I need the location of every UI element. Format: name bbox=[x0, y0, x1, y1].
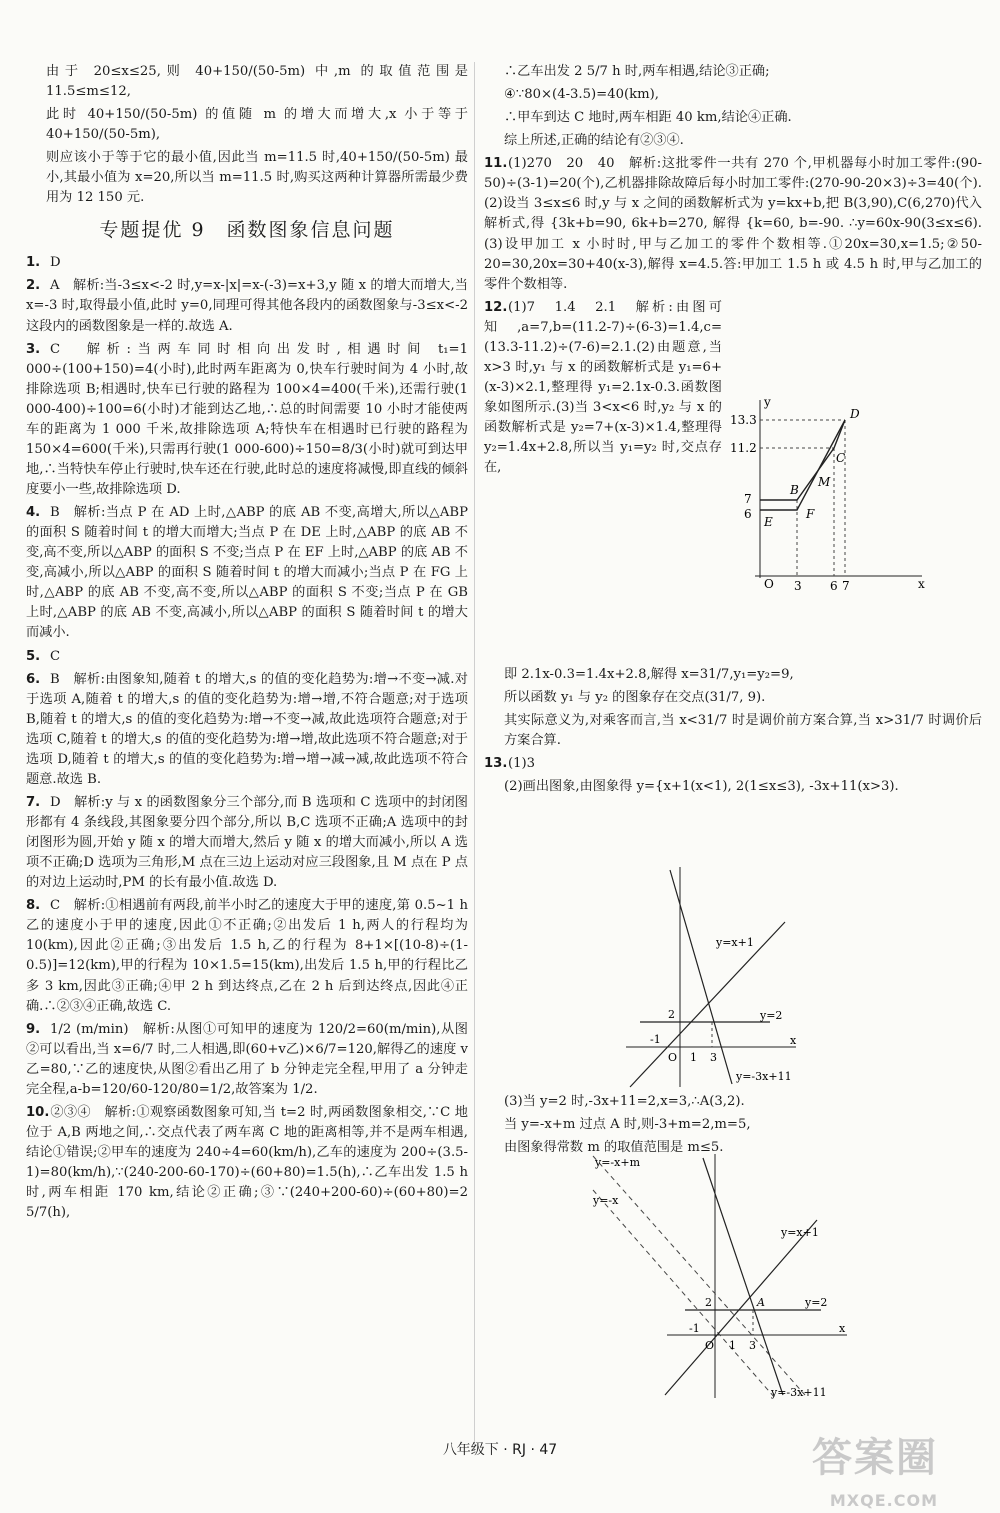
line-label: y=-x bbox=[593, 1194, 619, 1207]
line-y-neg-x bbox=[593, 1190, 775, 1398]
answer-item bbox=[26, 1020, 468, 1100]
line-label: y=2 bbox=[760, 1009, 783, 1022]
answer-item bbox=[26, 670, 468, 790]
tick: 2 bbox=[668, 1008, 675, 1021]
answer-item bbox=[26, 340, 468, 501]
item-text: D bbox=[50, 255, 61, 271]
watermark-main: 答案圈 bbox=[812, 1435, 938, 1481]
item-text: C 解析:当两车同时相向出发时,相遇时间 t₁=1 000÷(100+150)=4(小时),此时两车距离为 0,快车行驶时间为 4 小时,故排除选项 B;相遇时,快车已行驶的路程为 100×4=400(千米),还需行驶(1 000-400)÷100=6(小时)才能到达乙地,∴总的时间需要 10 小时才能使两车的距离为 1 000 千米,故排除选项 A;特快车在相遇时已行驶的路程为 150×4=600(千米),只需再行驶(1 000-600)÷150=8/3(小时)就可到达甲地,∴当特快车停止行驶时,快车还在行驶,此时总的速度将减慢,即直线的倾斜度要小一些,故排除选项 D. bbox=[26, 341, 468, 497]
point-label: B bbox=[790, 483, 799, 497]
y-axis-label: y bbox=[764, 395, 771, 409]
item-number: 11. bbox=[484, 156, 508, 172]
item-number: 4. bbox=[26, 505, 41, 521]
item-text: C 解析:①相遇前有两段,前半小时乙的速度大于甲的速度,第 0.5~1 h 乙的速度小于甲的速度,因此①不正确;②出发后 1 h,两人的行程均为 10(km),因此②正确;③出发后 1.5 h,乙的行程为 8+1×[(10-8)÷(1-0.5)]=12(km),甲的行程为 10×1.5=15(km),出发后 1.5 h,甲的行程比乙多 3 km,因此③正确;④甲 2 h 到达终点,乙在 2 h 后到达终点,因此④正确.∴②③④正确,故选 C. bbox=[26, 898, 468, 1014]
intro-line-2: 此时 40+150/(50-5m) 的值随 m 的增大而增大,x 小于等于 40+150/(50-5m), bbox=[46, 107, 468, 143]
figure-13-graph-b bbox=[585, 1150, 855, 1400]
item-number: 10. bbox=[26, 1104, 50, 1120]
answer-line: (2)画出图象,由图象得 y={x+1(x<1), 2(1≤x≤3), -3x+11(x>3). bbox=[504, 779, 899, 795]
item-number: 13. bbox=[484, 756, 508, 772]
point-label: M bbox=[818, 475, 831, 489]
line-label: y=2 bbox=[805, 1296, 828, 1309]
item-number: 8. bbox=[26, 898, 41, 914]
y-tick: 6 bbox=[744, 507, 752, 521]
answer-item-13 bbox=[484, 754, 982, 774]
answer-item bbox=[26, 253, 468, 273]
page-footer: 八年级下 · RJ · 47 bbox=[442, 1442, 558, 1458]
answer-line: ④∵80×(4-3.5)=40(km), bbox=[504, 87, 659, 103]
tick: -1 bbox=[689, 1322, 700, 1335]
item-text: ②③④ 解析:①观察函数图象可知,当 t=2 时,两函数图象相交,∵C 地位于 A,B 两地之间,∴交点代表了两车离 C 地的距离相等,并不是两车相遇,结论①错误;②甲车的速度为 240÷4=60(km/h),乙车的速度为 200÷(3.5-1)=80(km/h),∵(240-200-60-170)÷(60+80)=1.5(h),∴乙车出发 1.5 h 时,两车相距 170 km,结论②正确;③∵(240+200-60)÷(60+80)=2 5/7(h), bbox=[26, 1104, 468, 1221]
watermark-logo bbox=[812, 1428, 938, 1513]
item-text: 1/2 (m/min) 解析:从图①可知甲的速度为 120/2=60(m/min),从图②可以看出,当 x=6/7 时,二人相遇,即(60+v乙)×6/7=120,解得乙的速度 v乙=80,∵乙的速度快,从图②看出乙用了 b 分钟走完全程,甲用了 a 分钟走完全程,a-b=120/60-120/80=1/2,故答案为 1/2. bbox=[26, 1021, 468, 1097]
section-title: 专题提优 9 函数图象信息问题 bbox=[99, 219, 395, 242]
line-label: y=x+1 bbox=[781, 1226, 819, 1239]
answer-item bbox=[26, 503, 468, 643]
intro-line-1: 由于 20≤x≤25,则 40+150/(50-5m) 中,m 的取值范围是 11.5≤m≤12, bbox=[46, 64, 468, 100]
tick: 1 bbox=[729, 1339, 736, 1352]
answer-item bbox=[26, 276, 468, 336]
origin-label: O bbox=[764, 577, 774, 590]
tick: O bbox=[705, 1339, 715, 1352]
point-label: D bbox=[850, 407, 860, 421]
column-separator bbox=[474, 62, 475, 1452]
line-y2 bbox=[760, 420, 845, 500]
tick: 3 bbox=[749, 1339, 756, 1352]
tick: 3 bbox=[710, 1051, 717, 1064]
answer-item bbox=[26, 793, 468, 893]
line-y1 bbox=[760, 420, 845, 510]
tick: -1 bbox=[650, 1033, 661, 1046]
right-column-lower bbox=[484, 665, 982, 800]
item-number: 12. bbox=[484, 299, 508, 315]
watermark-sub: MXQE.COM bbox=[829, 1490, 938, 1510]
tick: O bbox=[668, 1051, 678, 1064]
x-axis-label: x bbox=[918, 577, 925, 590]
line-label: y=x+1 bbox=[716, 936, 754, 949]
answer-item bbox=[26, 896, 468, 1016]
line-label: y=-3x+11 bbox=[736, 1070, 792, 1083]
left-column bbox=[26, 62, 468, 1226]
answer-line: 当 y=-x+m 过点 A 时,则-3+m=2,m=5, bbox=[504, 1117, 751, 1133]
x-tick: 6 bbox=[830, 579, 838, 590]
tick: 1 bbox=[690, 1051, 697, 1064]
answer-line: 所以函数 y₁ 与 y₂ 的图象存在交点(31/7, 9). bbox=[504, 690, 766, 706]
line-y-neg-x-plus-m bbox=[593, 1156, 805, 1395]
item-text: A 解析:当-3≤x<-2 时,y=x-|x|=x-(-3)=x+3,y 随 x 的增大而增大,当 x=-3 时,取得最小值,此时 y=0,同理可得其他各段内的函数图象与-3≤x<-2 这段内的函数图象是一样的.故选 A. bbox=[26, 278, 468, 334]
line-label: y=-3x+11 bbox=[771, 1386, 827, 1399]
item-number: 6. bbox=[26, 671, 41, 687]
x-tick: 3 bbox=[794, 579, 802, 590]
item-text: B 解析:由图象知,随着 t 的增大,s 的值的变化趋势为:增→不变→减.对于选项 A,随着 t 的增大,s 的值的变化趋势为:增→增,不符合题意;对于选项 B,随着 t 的增大,s 的值的变化趋势为:增→不变→减,故此选项符合题意;对于选项 C,随着 t 的增大,s 的值的变化趋势为:增→增,故此选项不符合题意;对于选项 D,随着 t 的增大,s 的值的变化趋势为:增→增→减→减,故此选项不符合题意.故选 B. bbox=[26, 671, 468, 787]
intro-line-3: 则应该小于等于它的最小值,因此当 m=11.5 时,40+150/(50-5m) 最小,其最小值为 x=20,所以当 m=11.5 时,购买这两种计算器所需最少费用为 12 150 元. bbox=[46, 150, 468, 206]
answer-line: ∴甲车到达 C 地时,两车相距 40 km,结论④正确. bbox=[504, 110, 792, 126]
y-tick: 11.2 bbox=[730, 441, 757, 455]
line-y-neg3x-plus-11 bbox=[670, 870, 732, 1084]
y-tick: 7 bbox=[744, 492, 752, 506]
line-y-x-plus-1 bbox=[665, 1220, 817, 1395]
item-text: B 解析:当点 P 在 AD 上时,△ABP 的底 AB 不变,高增大,所以△ABP 的面积 S 随着时间 t 的增大而增大;当点 P 在 DE 上时,△ABP 的底 AB 不变,高不变,所以△ABP 的面积 S 不变;当点 P 在 EF 上时,△ABP 的底 AB 不变,高减小,所以△ABP 的面积 S 随着时间 t 的增大而减小;当点 P 在 FG 上时,△ABP 的底 AB 不变,高不变,所以△ABP 的面积 S 不变;当点 P 在 GB 上时,△ABP 的底 AB 不变,高减小,所以△ABP 的面积 S 随着时间 t 的增大而减小. bbox=[26, 505, 468, 641]
figure-12-graph bbox=[730, 390, 930, 590]
item-text: (1)270 20 40 解析:这批零件一共有 270 个,甲机器每小时加工零件:(90-50)÷(3-1)=20(个),乙机器排除故障后每小时加工零件:(270-90-20×3)÷3=40(个).(2)设当 3≤x≤6 时,y 与 x 之间的函数解析式为 y=kx+b,把 B(3,90),C(6,270)代入解析式,得 {3k+b=90, 6k+b=270, 解得 {k=60, b=-90. ∴y=60x-90(3≤x≤6).(3)设甲加工 x 小时时,甲与乙加工的零件个数相等.①20x=30,x=1.5;②50-20=30,20x=30+40(x-3),解得 x=4.5.答:甲加工 1.5 h 或 4.5 h 时,甲与乙加工的零件个数相等. bbox=[484, 156, 982, 292]
line-label: y=-x+m bbox=[595, 1156, 640, 1169]
left-answer-list bbox=[26, 253, 468, 1223]
item-text: D 解析:y 与 x 的函数图象分三个部分,而 B 选项和 C 选项中的封闭图形都有 4 条线段,其图象要分四个部分,所以 B,C 选项不正确;A 选项中的封闭图形为圆,开始 y 随 x 的增大而增大,然后 y 随 x 的增大而减小,所以 A 选项不正确;D 选项为三角形,M 点在三边上运动对应三段图象,且 M 点在 P 点的对边上运动时,PM 的长有最小值.故选 D. bbox=[26, 794, 468, 891]
answer-line: 其实际意义为,对乘客而言,当 x<31/7 时是调价前方案合算,当 x>31/7 时调价后方案合算. bbox=[504, 713, 982, 749]
point-label: A bbox=[757, 1296, 765, 1309]
point-label: E bbox=[764, 515, 773, 529]
line-y-x-plus-1 bbox=[630, 922, 785, 1087]
item-text: (1)3 bbox=[508, 756, 536, 772]
item-number: 3. bbox=[26, 341, 41, 357]
tick: 2 bbox=[705, 1296, 712, 1309]
x-axis-label: x bbox=[839, 1322, 846, 1335]
answer-item bbox=[26, 1103, 468, 1223]
figure-13-graph-a bbox=[620, 862, 820, 1092]
answer-line: ∴乙车出发 2 5/7 h 时,两车相遇,结论③正确; bbox=[504, 64, 770, 79]
answer-item-12 bbox=[484, 298, 722, 479]
point-label: F bbox=[806, 507, 815, 521]
item-number: 1. bbox=[26, 255, 41, 271]
x-tick: 7 bbox=[842, 579, 850, 590]
item-text: C bbox=[50, 648, 61, 664]
item-number: 7. bbox=[26, 794, 41, 810]
answer-item-11 bbox=[484, 154, 982, 294]
answer-line: 即 2.1x-0.3=1.4x+2.8,解得 x=31/7,y₁=y₂=9, bbox=[504, 667, 794, 682]
y-tick: 13.3 bbox=[730, 413, 757, 427]
item-number: 9. bbox=[26, 1021, 41, 1037]
point-label: C bbox=[836, 451, 846, 465]
answer-item bbox=[26, 647, 468, 667]
answer-line: 由图象得常数 m 的取值范围是 m≤5. bbox=[504, 1140, 724, 1156]
item-number: 2. bbox=[26, 278, 41, 294]
item-text: (1)7 1.4 2.1 解析:由图可知,a=7,b=(11.2-7)÷(6-3)=1.4,c=(13.3-11.2)÷(7-6)=2.1.(2)由题意,当 x>3 时,y₁ 与 x 的函数解析式是 y₁=6+(x-3)×2.1,整理得 y₁=2.1x-0.3.函数图象如图所示.(3)当 3<x<6 时,y₂ 与 x 的函数解析式是 y₂=7+(x-3)×1.4,整理得 y₂=1.4x+2.8,所以当 y₁=y₂ 时,交点存在, bbox=[484, 299, 722, 476]
answer-line: 综上所述,正确的结论有②③④. bbox=[504, 133, 684, 149]
item-number: 5. bbox=[26, 648, 41, 664]
answer-line: (3)当 y=2 时,-3x+11=2,x=3,∴A(3,2). bbox=[504, 1094, 745, 1109]
x-axis-label: x bbox=[790, 1034, 797, 1047]
